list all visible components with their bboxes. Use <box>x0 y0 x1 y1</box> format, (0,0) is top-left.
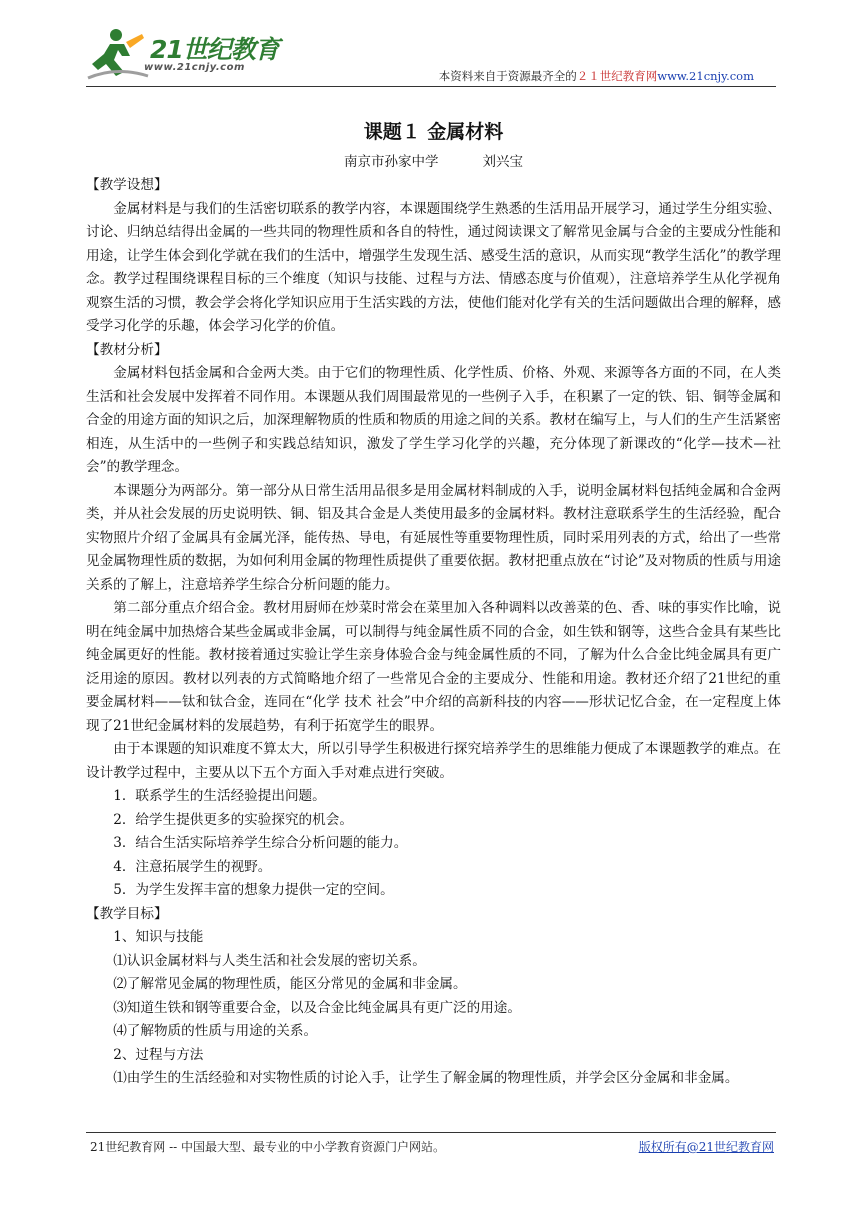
document-body <box>86 116 781 1091</box>
logo-url: www.21cnjy.com <box>144 62 245 73</box>
goal-subheading-knowledge: 1、知识与技能 <box>113 929 204 945</box>
source-prefix: 本资料来自于资源最齐全的 <box>438 69 577 83</box>
header-divider <box>86 86 776 87</box>
list-item: 1．联系学生的生活经验提出问题。 <box>113 788 326 804</box>
goal-subheading-process: 2、过程与方法 <box>113 1046 204 1063</box>
footer-text: 21世纪教育网 -- 中国最大型、最专业的中小学教育资源门户网站。 <box>90 1140 446 1154</box>
list-item: ⑴由学生的生活经验和对实物性质的讨论入手，让学生了解金属的物理性质，并学会区分金属和非金属。 <box>113 1070 739 1086</box>
site-logo[interactable] <box>86 26 286 82</box>
runner-icon <box>86 26 150 82</box>
list-item: ⑷了解物质的性质与用途的关系。 <box>113 1023 318 1039</box>
source-brand-link[interactable]: ２１世纪教育网 <box>576 69 658 83</box>
paragraph-idea: 金属材料是与我们的生活密切联系的教学内容，本课题围绕学生熟悉的生活用品开展学习，通过学生分组实验、讨论、归纳总结得出金属的一些共同的物理性质和各自的特性，通过阅读课文了解常见金属与合金的主要成分性能和用途，让学生体会到化学就在我们的生活中，增强学生发现生活、感受生活的意识，从而实现“教学生活化”的教学理念。教学过程围绕课程目标的三个维度（知识与技能、过程与方法、情感态度与价值观），注意培养学生从化学视角观察生活的习惯，教会学会将化学知识应用于生活实践的方法，使他们能对化学有关的生活问题做出合理的解释，感受学习化学的乐趣，体会学习化学的价值。 <box>86 200 781 334</box>
list-item: ⑶知道生铁和钢等重要合金，以及合金比纯金属具有更广泛的用途。 <box>113 999 521 1016</box>
page-header <box>0 0 860 90</box>
source-line <box>439 68 754 84</box>
copyright-link[interactable]: 版权所有@21世纪教育网 <box>638 1140 774 1154</box>
source-url-link[interactable]: www.21cnjy.com <box>657 69 754 83</box>
list-item: 2．给学生提供更多的实验探究的机会。 <box>113 811 353 828</box>
paragraph-analysis-2: 本课题分为两部分。第一部分从日常生活用品很多是用金属材料制成的入手，说明金属材料包括纯金属和合金两类，并从社会发展的历史说明铁、铜、铝及其合金是人类使用最多的金属材料。教材注意联系学生的生活经验，配合实物照片介绍了金属具有金属光泽，能传热、导电，有延展性等重要物理性质，同时采用列表的方式，给出了一些常见金属物理性质的数据，为如何利用金属的物理性质提供了重要依据。教材把重点放在“讨论”及对物质的性质与用途关系的了解上，注意培养学生综合分析问题的能力。 <box>86 482 781 593</box>
list-item: ⑴认识金属材料与人类生活和社会发展的密切关系。 <box>113 952 426 969</box>
paragraph-analysis-3: 第二部分重点介绍合金。教材用厨师在炒菜时常会在菜里加入各种调料以改善菜的色、香、味的事实作比喻，说明在纯金属中加热熔合某些金属或非金属，可以制得与纯金属性质不同的合金，如生铁和钢等，这些合金具有某些比纯金属更好的性能。教材接着通过实验让学生亲身体验合金与纯金属性质的不同，了解为什么合金比纯金属具有更广泛用途的原因。教材以列表的方式简略地介绍了一些常见合金的主要成分、性能和用途。教材还介绍了21世纪的重要金属材料——钛和钛合金，连同在“化学 技术 社会”中介绍的高新科技的内容——形状记忆合金，在一定程度上体现了21世纪金属材料的发展趋势，有利于拓宽学生的眼界。 <box>86 600 781 734</box>
footer-divider <box>86 1132 776 1133</box>
list-item: ⑵了解常见金属的物理性质，能区分常见的金属和非金属。 <box>113 976 467 992</box>
section-heading-analysis: 【教材分析】 <box>86 341 168 358</box>
author-name: 刘兴宝 <box>482 154 523 170</box>
list-item: 3．结合生活实际培养学生综合分析问题的能力。 <box>113 835 408 851</box>
paragraph-analysis-1: 金属材料包括金属和合金两大类。由于它们的物理性质、化学性质、价格、外观、来源等各方面的不同，在人类生活和社会发展中发挥着不同作用。本课题从我们周围最常见的一些例子入手，在积累了一定的铁、铝、铜等金属和合金的用途方面的知识之后，加深理解物质的性质和物质的用途之间的关系。教材在编写上，与人们的生产生活紧密相连，从生活中的一些例子和实践总结知识，激发了学生学习化学的兴趣，充分体现了新课改的“化学—技术—社会”的教学理念。 <box>86 365 781 475</box>
list-item: 4．注意拓展学生的视野。 <box>113 858 272 875</box>
page-title: 课题１ 金属材料 <box>363 121 504 143</box>
section-heading-idea: 【教学设想】 <box>86 177 168 193</box>
author-line <box>86 150 781 174</box>
paragraph-analysis-4: 由于本课题的知识难度不算太大，所以引导学生积极进行探究培养学生的思维能力便成了本课题教学的难点。在设计教学过程中，主要从以下五个方面入手对难点进行突破。 <box>86 741 781 781</box>
list-item: 5．为学生发挥丰富的想象力提供一定的空间。 <box>113 882 394 898</box>
school-name: 南京市孙家中学 <box>344 154 439 170</box>
section-heading-goals: 【教学目标】 <box>86 905 168 922</box>
logo-text: 21世纪教育 <box>150 35 279 64</box>
